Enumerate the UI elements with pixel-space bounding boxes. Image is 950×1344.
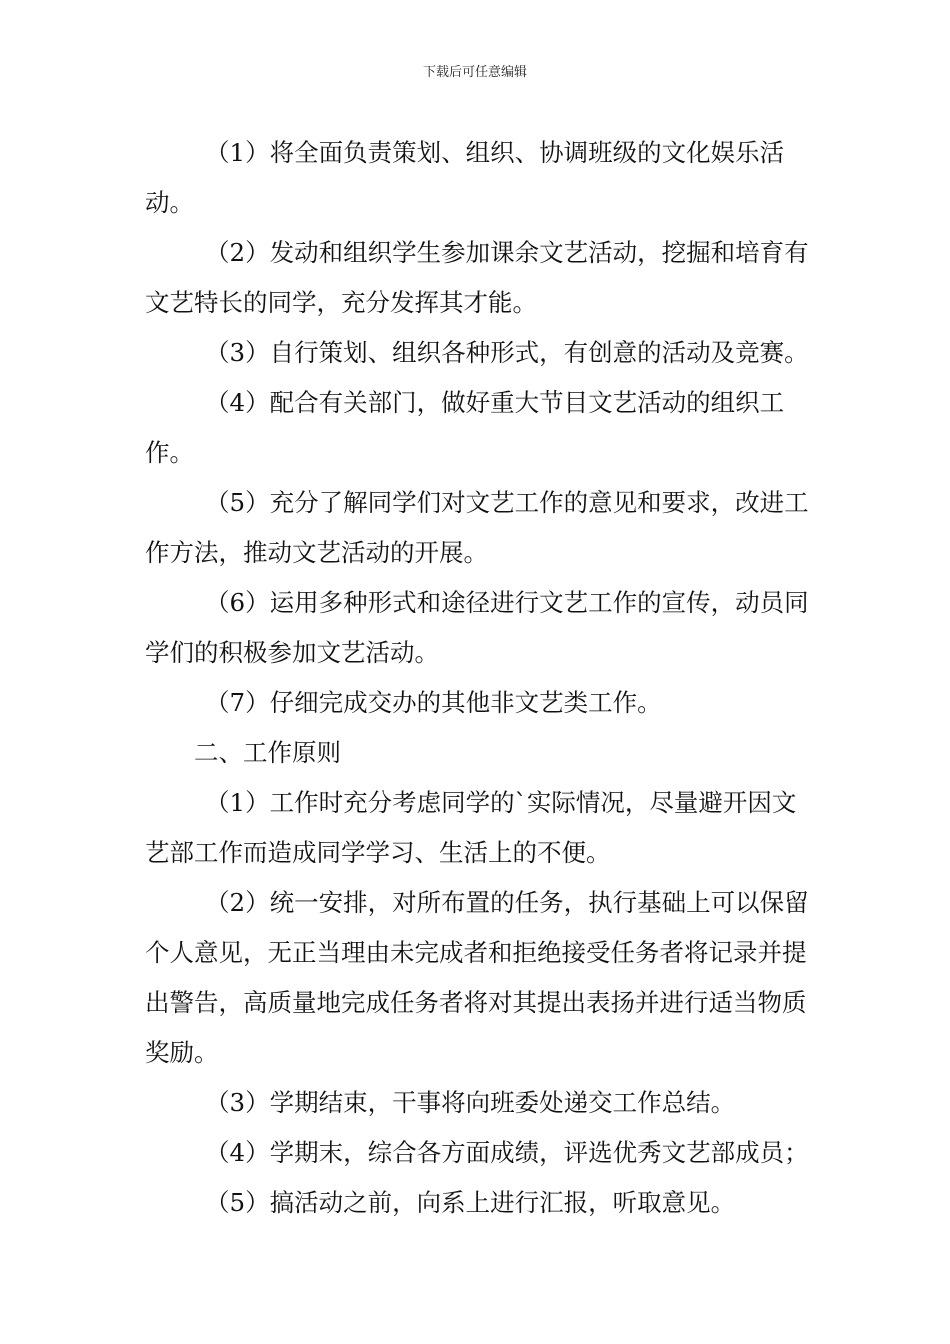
paragraph-duty-1: （1）将全面负责策划、组织、协调班级的文化娱乐活动。 [145,138,785,217]
paragraph-duty-7: （7）仔细完成交办的其他非文艺类工作。 [205,688,662,717]
paragraph-principle-4: （4）学期末，综合各方面成绩，评选优秀文艺部成员； [205,1138,809,1167]
paragraph-principle-5: （5）搞活动之前，向系上进行汇报，听取意见。 [205,1188,736,1217]
section-heading-principles: 二、工作原则 [194,738,341,767]
page-header: 下载后可任意编辑 [422,65,527,80]
paragraph-principle-1: （1）工作时充分考虑同学的`实际情况，尽量避开因文艺部工作而造成同学学习、生活上的不便。 [145,788,797,867]
paragraph-duty-4: （4）配合有关部门，做好重大节目文艺活动的组织工作。 [145,388,785,467]
document-body [145,128,809,1228]
paragraph-duty-5: （5）充分了解同学们对文艺工作的意见和要求，改进工作方法，推动文艺活动的开展。 [145,488,809,567]
paragraph-duty-2: （2）发动和组织学生参加课余文艺活动，挖掘和培育有文艺特长的同学，充分发挥其才能。 [145,238,809,317]
paragraph-principle-3: （3）学期结束，干事将向班委处递交工作总结。 [205,1088,736,1117]
paragraph-duty-6: （6）运用多种形式和途径进行文艺工作的宣传，动员同学们的积极参加文艺活动。 [145,588,809,667]
paragraph-duty-3: （3）自行策划、组织各种形式，有创意的活动及竞赛。 [205,338,809,367]
paragraph-principle-2: （2）统一安排，对所布置的任务，执行基础上可以保留个人意见，无正当理由未完成者和拒绝接受任务者将记录并提出警告，高质量地完成任务者将对其提出表扬并进行适当物质奖励。 [145,888,809,1067]
